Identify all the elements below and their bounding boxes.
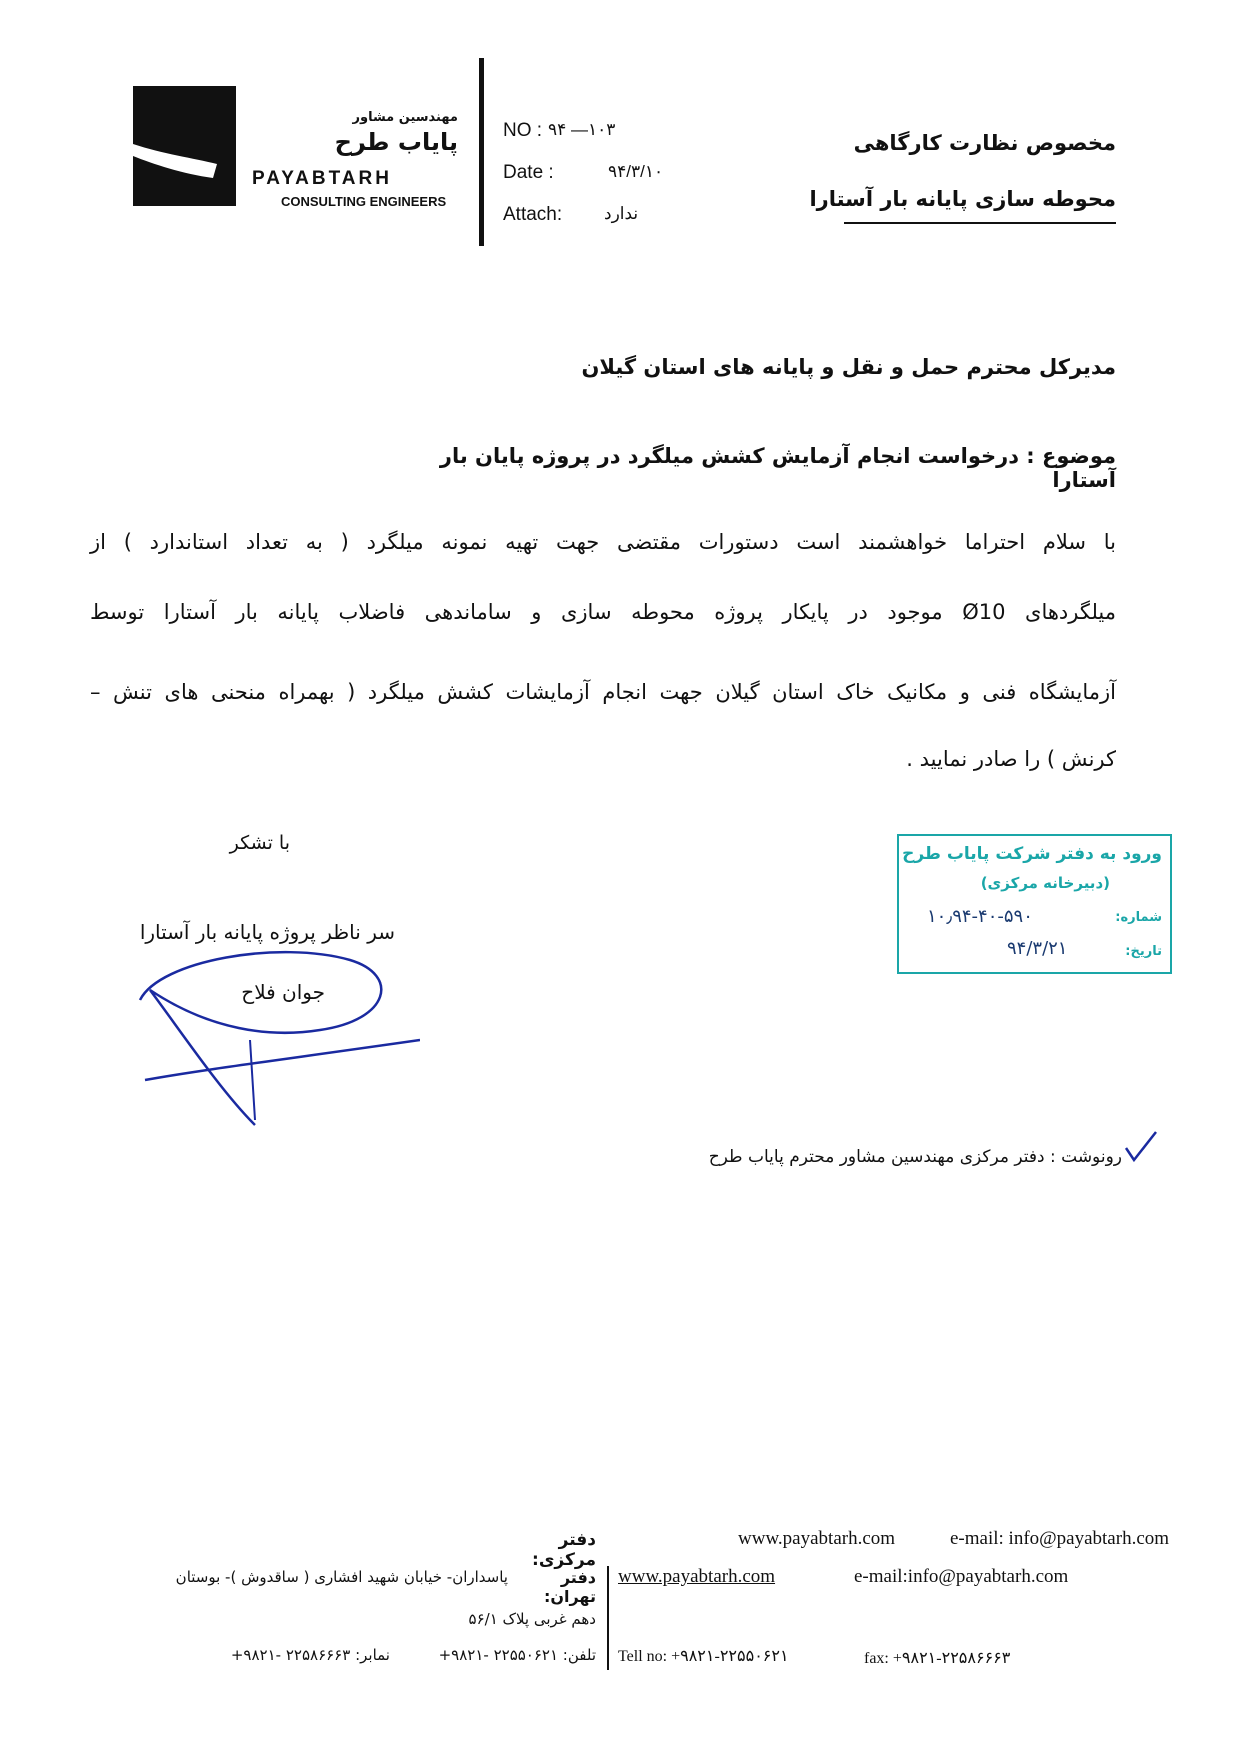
- date-value: ۹۴/۳/۱۰: [608, 162, 664, 181]
- footer-tel-en: Tell no: +۹۸۲۱-۲۲۵۵۰۶۲۱: [618, 1648, 789, 1665]
- logo-fa-subtitle: مهندسین مشاور: [352, 110, 458, 125]
- footer-tehran-address2: دهم غربی پلاک ۵۶/۱: [468, 1610, 596, 1628]
- stamp-number-label: شماره:: [1115, 910, 1162, 925]
- letter-number-value: ۹۴ —۱۰۳: [548, 120, 616, 139]
- header-underline: [844, 222, 1116, 224]
- addressee: مدیرکل محترم حمل و نقل و پایانه های استان گیلان: [581, 355, 1116, 379]
- body-line-4: کرنش ) را صادر نمایید .: [906, 747, 1116, 771]
- logo-swoosh-icon: [133, 86, 236, 206]
- header-line2: محوطه سازی پایانه بار آستارا: [809, 187, 1116, 211]
- stamp-date-label: تاریخ:: [1125, 944, 1162, 959]
- body-line-3: آزمایشگاه فنی و مکانیک خاک استان گیلان جهت انجام آزمایشات کشش میلگرد ( بهمراه منحنی های تنش –: [90, 680, 1116, 704]
- footer-divider: [607, 1566, 609, 1670]
- footer-web[interactable]: www.payabtarh.com: [618, 1566, 776, 1587]
- logo-en-subtitle: CONSULTING ENGINEERS: [281, 194, 447, 209]
- footer-tel-fa: تلفن: ۲۲۵۵۰۶۲۱ -۹۸۲۱+: [438, 1646, 596, 1664]
- header-line1: مخصوص نظارت کارگاهی: [853, 131, 1116, 155]
- body-line-1: با سلام احتراما خواهشمند است دستورات مقتضی جهت تهیه نمونه میلگرد ( به تعداد استاندارد ) از: [90, 530, 1116, 554]
- stamp-line2: (دبیرخانه مرکزی): [980, 874, 1110, 892]
- footer-tehran-label: دفتر تهران:: [543, 1568, 596, 1606]
- attach-value: ندارد: [604, 204, 639, 223]
- signer-name: جوان فلاح: [241, 980, 325, 1004]
- stamp-number-value: ۱۰٫۹۴-۴۰-۵۹۰: [927, 906, 1033, 927]
- logo-mark: [133, 86, 236, 206]
- date-label: Date :: [503, 162, 554, 183]
- logo-en-name: PAYABTARH: [252, 168, 392, 189]
- received-stamp: [897, 834, 1172, 974]
- footer-central-office: دفتر مرکزی:: [532, 1530, 596, 1570]
- stamp-date-value: ۹۴/۳/۲۱: [1007, 938, 1068, 959]
- body-line-2: میلگردهای Ø10 موجود در پایکار پروژه محوطه سازی و ساماندهی فاضلاب پایانه بار آستارا توسط: [90, 600, 1116, 624]
- signer-role: سر ناظر پروژه پایانه بار آستارا: [139, 920, 395, 944]
- letter-number-label: NO :: [503, 120, 543, 141]
- logo-fa-name: پایاب طرح: [334, 128, 458, 156]
- signature-drawing: [120, 930, 420, 1130]
- attach-label: Attach:: [503, 204, 563, 225]
- footer-fax-fa: نمابر: ۲۲۵۸۶۶۶۳ -۹۸۲۱+: [230, 1646, 390, 1664]
- cc-note: رونوشت : دفتر مرکزی مهندسین مشاور محترم پایاب طرح: [708, 1147, 1122, 1167]
- footer-web-top[interactable]: www.payabtarh.com: [738, 1528, 896, 1549]
- footer-fax-en: fax: +۹۸۲۱-۲۲۵۸۶۶۶۳: [864, 1650, 1011, 1667]
- closing-thanks: با تشکر: [229, 832, 290, 854]
- header-divider: [479, 58, 484, 246]
- footer-tehran-address: پاسداران- خیابان شهید افشاری ( ساقدوش )- بوستان: [175, 1568, 508, 1586]
- checkmark-icon: [1124, 1130, 1158, 1164]
- footer-email-top[interactable]: e-mail: info@payabtarh.com: [950, 1528, 1170, 1549]
- subject: موضوع : درخواست انجام آزمایش کشش میلگرد در پروژه پایان بار آستارا: [439, 444, 1116, 492]
- footer-email[interactable]: e-mail:info@payabtarh.com: [854, 1566, 1069, 1587]
- stamp-line1: ورود به دفتر شرکت پایاب طرح: [902, 844, 1162, 864]
